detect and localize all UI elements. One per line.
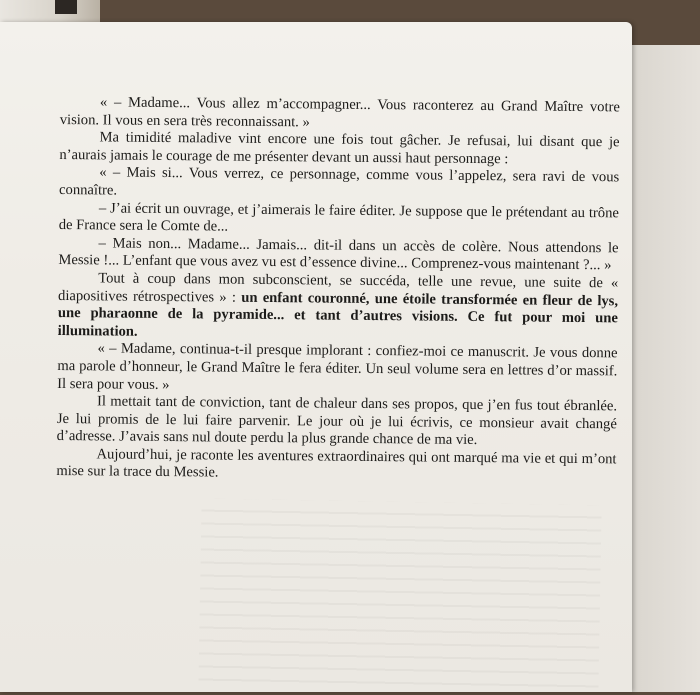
paragraph-6-bold: un enfant couronné, une étoile transformée en fleur de lys, une pharaonne de la pyramide... et tant d’autres visions. Ce fut pour moi une illumination. <box>57 289 619 340</box>
paragraph-6 <box>58 270 619 346</box>
paragraph-9: Aujourd’hui, je raconte les aventures extraordinaires qui ont marqué ma vie et qui m’ont mise sur la trace du Messie. <box>56 446 617 482</box>
paragraph-3: « – Mais si... Vous verrez, ce personnage, comme vous l’appelez, sera ravi de vous connaître. <box>59 164 620 199</box>
paragraph-5: – Mais non... Madame... Jamais... dit-il dans un accès de colère. Nous attendons le Messie !... L’enfant que vous avez vu est d’essence divine... Comprenez-vous maintenant ?... » <box>58 235 619 274</box>
paragraph-6-text: Tout à coup dans mon subconscient, se succéda, telle une revue, une suite de « diapositives rétrospectives » : <box>57 270 619 306</box>
paragraph-7: « – Madame, continua-t-il presque implorant : confiez-moi ce manuscrit. Je vous donne ma parole d’honneur, le Grand Maître le fera éditer. Un seul volume sera en lettres d’or massif. Il sera pour vous. » <box>57 340 618 393</box>
paragraph-8: Il mettait tant de conviction, tant de chaleur dans ses propos, que j’en fus tout ébranlée. Je lui promis de le lui faire parvenir. Le jour où je lui écrivis, ce monsieur avait changé d’adresse. J’avais sans nul doute perdu la plus grande chance de ma vie. <box>56 393 618 449</box>
page-text <box>56 94 620 486</box>
paragraph-1: « – Madame... Vous allez m’accompagner... Vous raconterez au Grand Maître votre vision. Il vous en sera très reconnaissant. » <box>59 94 620 130</box>
paragraph-4: – J’ai écrit un ouvrage, et j’aimerais le faire éditer. Je suppose que le prétendant au trône de France sera le Comte de... <box>58 199 619 235</box>
show-through-text <box>198 499 601 695</box>
photo-thumbnail <box>55 0 77 14</box>
background-photo <box>0 0 100 24</box>
paragraph-2: Ma timidité maladive vint encore une fois tout gâcher. Je refusai, lui disant que je n’aurais jamais le courage de me présenter devant un aussi haut personnage : <box>59 129 620 168</box>
next-page-edge <box>628 45 700 692</box>
